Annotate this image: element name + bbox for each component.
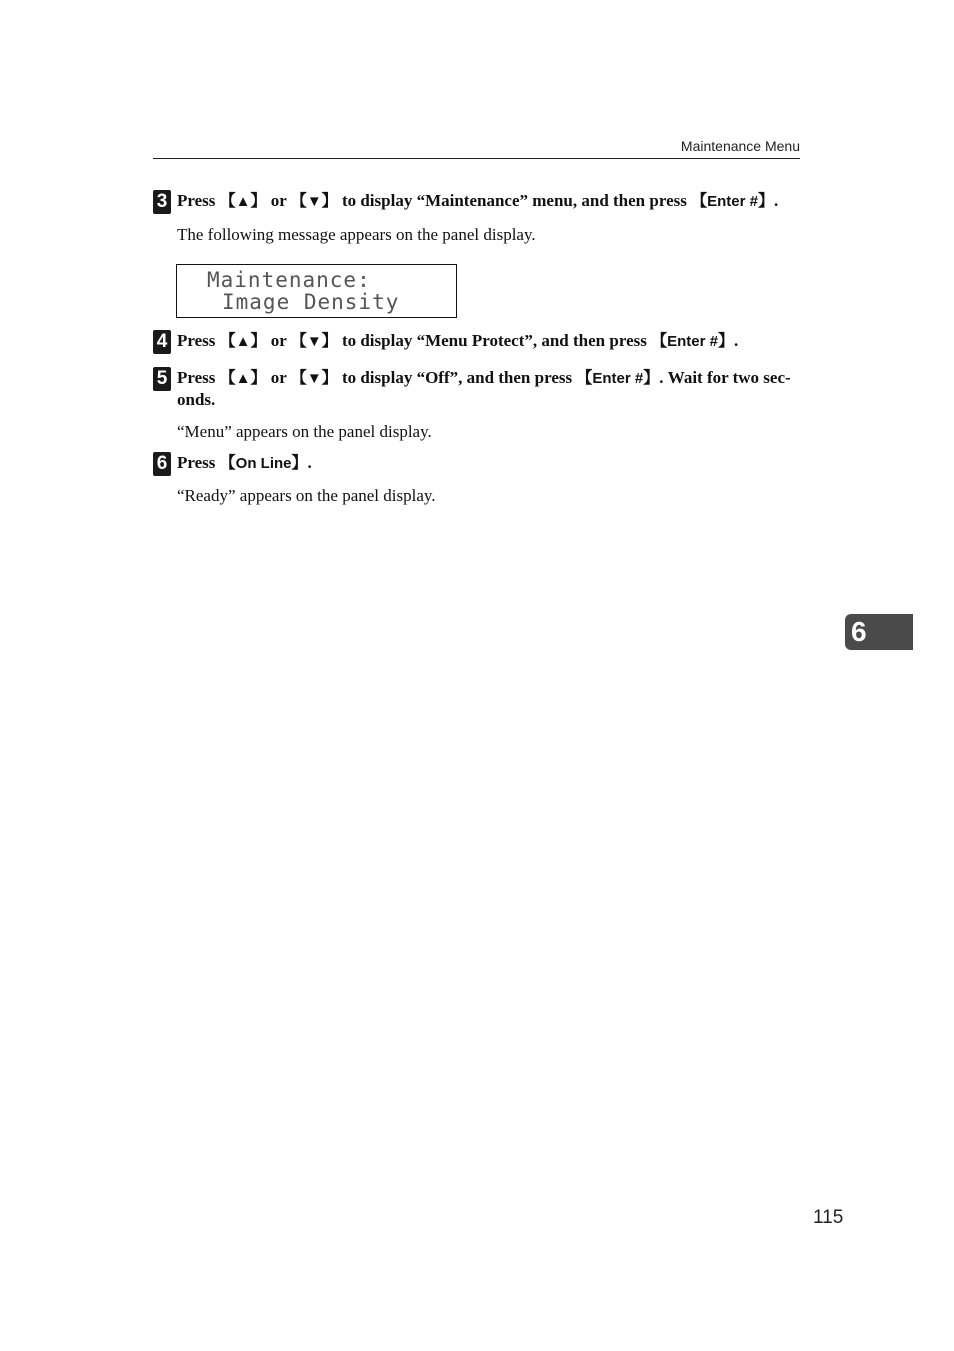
panel-line-1: Maintenance: [207, 268, 371, 292]
text: or [266, 331, 291, 350]
text: Press [177, 331, 220, 350]
up-arrow-key: ▲ [235, 333, 251, 350]
step-number: 6 [153, 452, 171, 476]
text: . [307, 453, 312, 472]
up-arrow-key: ▲ [235, 370, 251, 387]
down-arrow-key: ▼ [306, 193, 322, 210]
panel-display [176, 264, 457, 318]
on-line-key: On Line [235, 455, 292, 472]
chapter-tab: 6 [845, 614, 913, 650]
step-number: 4 [153, 330, 171, 354]
text: to display “Menu Protect”, and then press [337, 331, 652, 350]
step-3-message: The following message appears on the panel display. [177, 225, 536, 244]
enter-key: Enter # [707, 193, 758, 210]
header-rule [153, 158, 800, 159]
down-arrow-key: ▼ [306, 370, 322, 387]
step-instruction: Press 【▲】 or 【▼】 to display “Maintenance” menu, and then press 【Enter #】. [177, 191, 779, 210]
step-5 [153, 367, 801, 410]
panel-line-2: Image Density [222, 290, 400, 314]
step-4 [153, 330, 801, 352]
text: Press [177, 368, 220, 387]
step-number: 5 [153, 367, 171, 391]
step-number: 3 [153, 190, 171, 214]
enter-key: Enter # [592, 370, 644, 387]
text: or [266, 368, 291, 387]
text: to display “Maintenance” menu, and then press [337, 191, 692, 210]
step-5-message: “Menu” appears on the panel display. [177, 422, 432, 441]
text: or [266, 191, 291, 210]
text: . [774, 191, 779, 210]
text: Press [177, 453, 220, 472]
step-3 [153, 190, 801, 212]
step-6 [153, 452, 801, 474]
text: . [734, 331, 739, 350]
up-arrow-key: ▲ [235, 193, 251, 210]
step-instruction: Press 【On Line】. [177, 453, 312, 472]
step-instruction: Press 【▲】 or 【▼】 to display “Off”, and then press 【Enter #】. Wait for two sec-onds. [177, 368, 791, 409]
text: Press [177, 191, 220, 210]
step-instruction: Press 【▲】 or 【▼】 to display “Menu Protect”, and then press 【Enter #】. [177, 331, 739, 350]
page-number: 115 [813, 1207, 844, 1228]
text: to display “Off”, and then press [337, 368, 577, 387]
enter-key: Enter # [667, 333, 718, 350]
step-6-message: “Ready” appears on the panel display. [177, 486, 436, 505]
running-header: Maintenance Menu [680, 138, 800, 154]
text: . Wait for two sec-onds. [177, 368, 791, 409]
down-arrow-key: ▼ [306, 333, 322, 350]
